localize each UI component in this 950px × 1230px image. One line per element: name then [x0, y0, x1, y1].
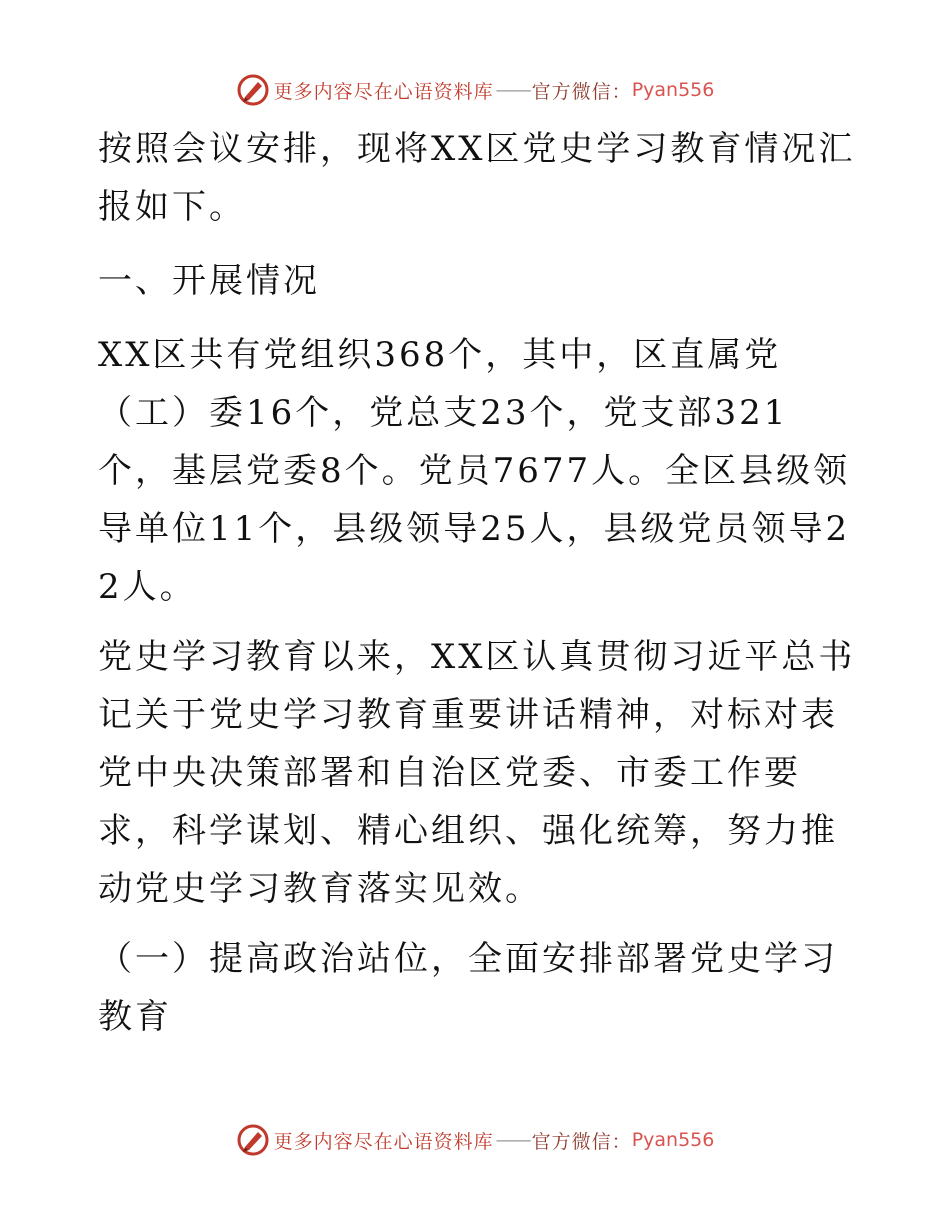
watermark-official: 官方微信： [531, 80, 632, 103]
paragraph-statistics: XX区共有党组织368个，其中，区直属党（工）委16个，党总支23个，党支部321个，基层党委8个。党员7677人。全区县级领导单位11个，县级领导25人，县级党员领导22人。 [98, 335, 851, 607]
footer-watermark [0, 1120, 950, 1160]
pen-logo-icon [236, 73, 270, 107]
watermark-wechat-id: Pyan556 [631, 1129, 715, 1151]
watermark-dash: —— [495, 79, 530, 101]
section-heading: 一、开展情况 [98, 261, 320, 301]
document-body [98, 120, 858, 1046]
watermark-dash: —— [495, 1129, 530, 1151]
subsection-heading: （一）提高政治站位，全面安排部署党史学习教育 [98, 939, 838, 1037]
pen-logo-icon [236, 1123, 270, 1157]
paragraph-summary: 党史学习教育以来，XX区认真贯彻习近平总书记关于党史学习教育重要讲话精神，对标对表党中央决策部署和自治区党委、市委工作要求，科学谋划、精心组织、强化统筹，努力推动党史学习教育落实见效。 [98, 637, 856, 909]
paragraph-intro: 按照会议安排，现将XX区党史学习教育情况汇报如下。 [98, 129, 856, 227]
watermark-wechat-id: Pyan556 [631, 79, 715, 101]
header-watermark [0, 70, 950, 110]
watermark-official: 官方微信： [531, 1130, 632, 1153]
watermark-brand: 更多内容尽在心语资料库 [273, 80, 494, 103]
watermark-brand: 更多内容尽在心语资料库 [273, 1130, 494, 1153]
